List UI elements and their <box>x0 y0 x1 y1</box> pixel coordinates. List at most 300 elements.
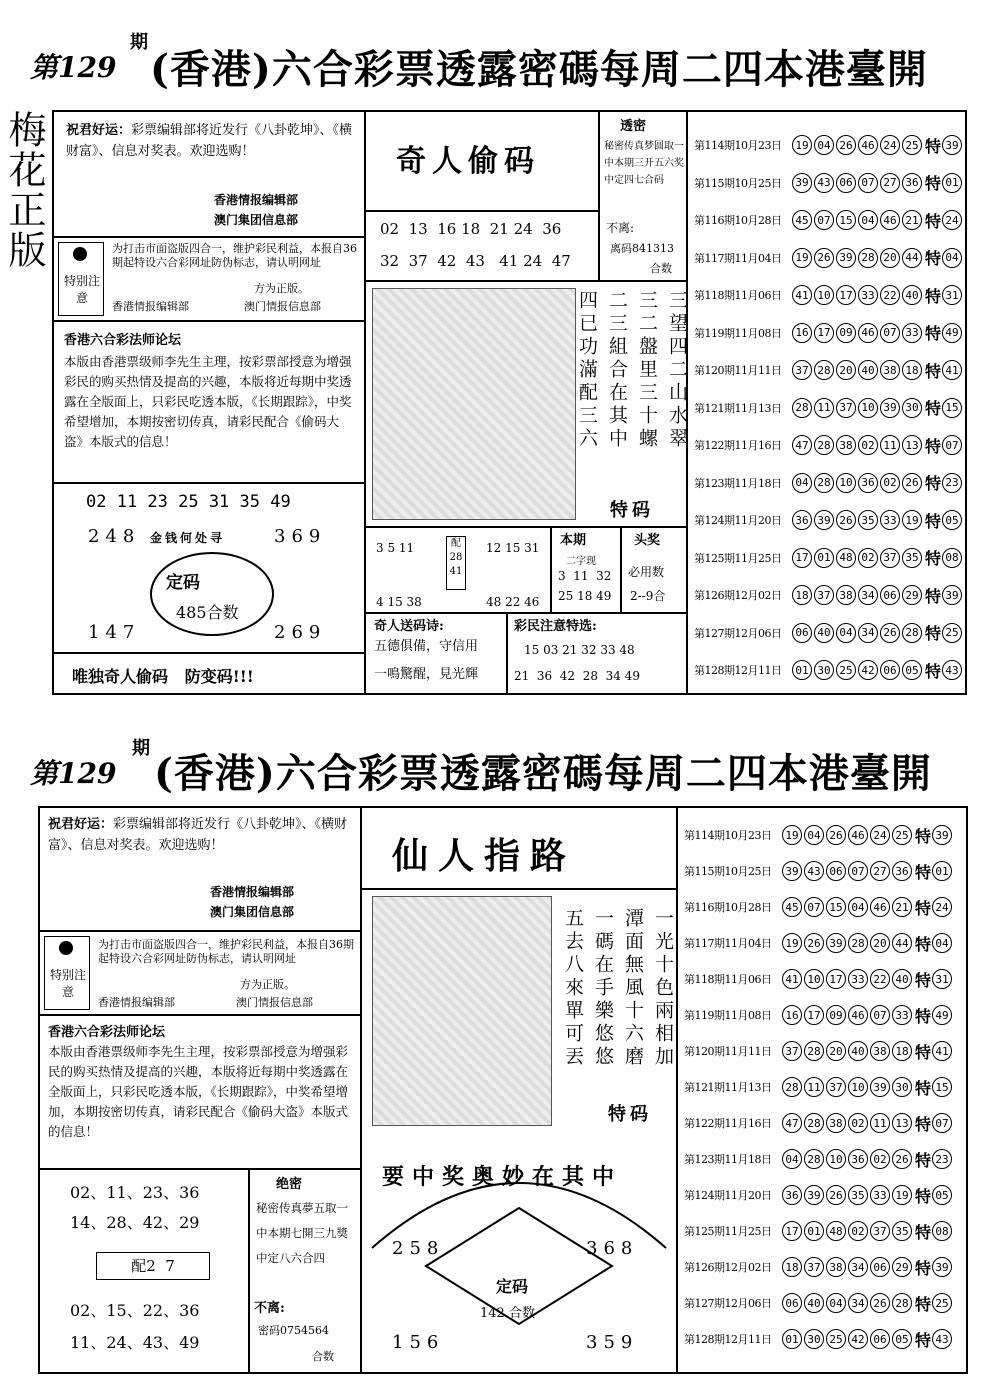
number-ball: 07 <box>804 897 824 917</box>
notice-org-1: 香港情报编辑部 <box>98 996 175 1009</box>
history-date: 第119期11月08日 <box>684 1009 772 1022</box>
special-label: 特 <box>915 1042 932 1062</box>
corner-tr: 368 <box>586 1238 639 1259</box>
divider <box>248 1168 250 1374</box>
history-row <box>694 393 964 423</box>
history-date: 第123期11月18日 <box>684 1153 772 1166</box>
notice-org-2: 澳门情报信息部 <box>244 300 321 313</box>
special-label: 特 <box>925 361 942 381</box>
poem-col-4: 四已功滿配三六 <box>576 290 598 451</box>
number-ball: 36 <box>902 173 922 193</box>
number-ball: 06 <box>782 1293 802 1313</box>
history-row <box>694 205 964 235</box>
history-date: 第114期10月23日 <box>684 829 772 842</box>
number-ball: 42 <box>858 660 878 680</box>
number-ball: 42 <box>848 1329 868 1349</box>
notice-text: 为打击市面盗版四合一，维护彩民利益，本报自36期起特设六合彩网址防伪标志，请认明网址 <box>112 242 357 269</box>
number-ball: 19 <box>902 510 922 530</box>
number-ball: 33 <box>892 1005 912 1025</box>
divider <box>40 1168 360 1170</box>
number-ball: 18 <box>782 1257 802 1277</box>
org-1: 香港情报编辑部 <box>210 885 295 899</box>
buli-label: 不离: <box>606 221 635 235</box>
notice-label-box <box>44 936 90 1010</box>
number-ball: 28 <box>814 473 834 493</box>
buli-code: 离码841313 <box>610 242 674 255</box>
special-number-ball: 43 <box>942 660 962 680</box>
number-ball: 40 <box>892 969 912 989</box>
special-number-ball: 39 <box>942 135 962 155</box>
divider <box>550 526 552 612</box>
number-ball: 33 <box>902 323 922 343</box>
number-ball: 25 <box>836 660 856 680</box>
number-ball: 39 <box>792 173 812 193</box>
number-ball: 34 <box>848 1257 868 1277</box>
history-date: 第122期11月16日 <box>694 439 782 452</box>
number-ball: 26 <box>892 1149 912 1169</box>
number-ball: 02 <box>858 435 878 455</box>
special-number-ball: 39 <box>932 825 952 845</box>
number-ball: 30 <box>892 1077 912 1097</box>
number-ball: 06 <box>870 1329 890 1349</box>
number-ball: 17 <box>826 969 846 989</box>
number-ball: 46 <box>870 897 890 917</box>
number-ball: 02 <box>870 1149 890 1169</box>
dingma-label: 定码 <box>166 573 200 593</box>
number-ball: 40 <box>814 623 834 643</box>
number-ball: 04 <box>826 1293 846 1313</box>
special-label: 特 <box>925 211 942 231</box>
divider <box>362 888 676 890</box>
special-label: 特 <box>925 474 942 493</box>
history-row <box>684 1216 954 1246</box>
number-ball: 17 <box>836 285 856 305</box>
special-number-ball: 49 <box>942 323 962 343</box>
circle-top-text: 金钱何处寻 <box>150 531 226 545</box>
number-ball: 04 <box>814 135 834 155</box>
number-ball: 47 <box>792 435 812 455</box>
number-ball: 34 <box>848 1293 868 1313</box>
greeting-text: 彩票编辑部将近发行《八卦乾坤》、《横财富》、信息对奖表。欢迎选购！ <box>48 817 348 853</box>
number-ball: 37 <box>870 1221 890 1241</box>
number-ball: 39 <box>814 510 834 530</box>
number-ball: 48 <box>836 548 856 568</box>
number-ball: 36 <box>858 473 878 493</box>
special-label: 特 <box>915 898 932 918</box>
history-date: 第128期12月11日 <box>684 1333 772 1346</box>
number-ball: 09 <box>836 323 856 343</box>
history-date: 第114期10月23日 <box>694 139 782 152</box>
number-ball: 10 <box>814 285 834 305</box>
number-ball: 20 <box>826 1041 846 1061</box>
number-ball: 37 <box>814 585 834 605</box>
number-ball: 48 <box>826 1221 846 1241</box>
corner-br: 269 <box>274 622 327 643</box>
number-ball: 36 <box>848 1149 868 1169</box>
corner-br: 359 <box>586 1332 639 1353</box>
qiren-title: 奇人偷码 <box>396 144 540 179</box>
number-ball: 28 <box>782 1077 802 1097</box>
special-label: 特 <box>925 399 942 418</box>
special-label: 特 <box>915 1294 932 1314</box>
number-ball: 17 <box>792 548 812 568</box>
divider <box>366 612 686 614</box>
notice-text: 为打击市面盗版四合一，维护彩民利益，本报自36期起特设六合彩网址防伪标志，请认明网址 <box>98 938 354 965</box>
special-label: 特 <box>925 511 942 531</box>
history-date: 第127期12月06日 <box>684 1297 772 1310</box>
notice-label: 特别注意 <box>49 968 86 999</box>
number-ball: 35 <box>892 1221 912 1241</box>
special-number-ball: 24 <box>932 897 952 917</box>
org-1: 香港情报编辑部 <box>214 193 299 207</box>
history-date: 第120期11月11日 <box>694 364 782 377</box>
number-ball: 22 <box>870 969 890 989</box>
number-ball: 26 <box>814 248 834 268</box>
number-ball: 19 <box>892 1185 912 1205</box>
list-line-1: 02、11、23、36 <box>70 1183 200 1202</box>
special-number-ball: 41 <box>942 360 962 380</box>
history-date: 第124期11月20日 <box>684 1189 772 1202</box>
history-row <box>694 618 964 648</box>
left-nums-a: 3 5 11 <box>376 541 415 555</box>
forum-title: 香港六合彩法师论坛 <box>64 333 182 348</box>
history-date: 第121期11月13日 <box>694 401 782 415</box>
number-ball: 10 <box>804 969 824 989</box>
divider <box>506 612 508 695</box>
number-ball: 40 <box>804 1293 824 1313</box>
history-row <box>684 1288 954 1318</box>
history-date: 第123期11月18日 <box>694 476 782 490</box>
special-label: 特 <box>925 624 942 643</box>
history-date: 第117期11月04日 <box>684 937 772 950</box>
number-ball: 07 <box>848 861 868 881</box>
notice-label: 特别注意 <box>63 274 100 305</box>
buli-heshu: 合数 <box>650 262 672 275</box>
number-ball: 40 <box>902 285 922 305</box>
special-number-ball: 07 <box>942 435 962 455</box>
special-label: 特 <box>925 661 942 681</box>
history-date: 第126期12月02日 <box>684 1261 772 1274</box>
benqi-sub: 二字现 <box>566 556 596 567</box>
juemi-text: 秘密传真夢五取一中本期七開三九獎中定八六合四 <box>256 1201 348 1265</box>
number-ball: 33 <box>870 1185 890 1205</box>
number-ball: 36 <box>892 861 912 881</box>
number-ball: 05 <box>892 1329 912 1349</box>
number-ball: 33 <box>858 285 878 305</box>
top-left-column <box>54 112 366 695</box>
number-ball: 06 <box>870 1257 890 1277</box>
number-ball: 28 <box>792 398 812 418</box>
history-row <box>694 130 964 160</box>
special-number-ball: 04 <box>932 933 952 953</box>
history-row <box>684 1180 954 1210</box>
toujiang-title: 头奖 <box>634 533 661 548</box>
number-ball: 33 <box>848 969 868 989</box>
number-ball: 07 <box>880 323 900 343</box>
number-ball: 37 <box>782 1041 802 1061</box>
tema-label: 特码 <box>610 500 654 521</box>
issue-suffix: 期 <box>132 738 150 759</box>
special-number-ball: 05 <box>942 510 962 530</box>
number-ball: 13 <box>892 1113 912 1133</box>
number-ball: 19 <box>792 248 812 268</box>
number-ball: 04 <box>792 473 812 493</box>
number-ball: 43 <box>814 173 834 193</box>
number-ball: 21 <box>892 897 912 917</box>
special-number-ball: 08 <box>932 1221 952 1241</box>
issue-number: 第129 <box>30 51 117 84</box>
special-number-ball: 24 <box>942 210 962 230</box>
number-ball: 38 <box>836 585 856 605</box>
number-ball: 26 <box>880 623 900 643</box>
history-date: 第116期10月28日 <box>694 214 782 227</box>
number-ball: 15 <box>836 210 856 230</box>
bomb-icon <box>73 247 87 261</box>
number-ball: 05 <box>902 660 922 680</box>
history-row <box>694 355 964 385</box>
number-ball: 11 <box>870 1113 890 1133</box>
history-row <box>694 468 964 498</box>
number-ball: 39 <box>880 398 900 418</box>
special-number-ball: 15 <box>932 1077 952 1097</box>
poem-col-3: 一碼在手樂悠悠 <box>592 908 614 1069</box>
history-row <box>684 1036 954 1066</box>
number-ball: 07 <box>814 210 834 230</box>
special-label: 特 <box>915 1222 932 1242</box>
special-number-ball: 25 <box>942 623 962 643</box>
number-ball: 26 <box>804 933 824 953</box>
greeting-text: 彩票编辑部将近发行《八卦乾坤》、《横财富》、信息对奖表。欢迎选购！ <box>66 123 353 159</box>
number-ball: 01 <box>814 548 834 568</box>
number-ball: 37 <box>804 1257 824 1277</box>
number-ball: 01 <box>782 1329 802 1349</box>
number-ball: 28 <box>804 1113 824 1133</box>
number-ball: 46 <box>880 210 900 230</box>
poem-col-3: 二三組合在其中 <box>606 290 628 451</box>
number-ball: 37 <box>836 398 856 418</box>
toujiang-sub: 必用数 <box>628 565 665 579</box>
number-ball: 25 <box>892 825 912 845</box>
number-ball: 10 <box>836 473 856 493</box>
special-label: 特 <box>915 1330 932 1350</box>
poem-col-1: 一光十色兩相加 <box>652 908 674 1069</box>
special-number-ball: 31 <box>932 969 952 989</box>
benqi-nums-2: 25 18 49 <box>558 589 612 603</box>
number-ball: 44 <box>892 933 912 953</box>
number-ball: 28 <box>902 623 922 643</box>
notice2-line-2: 21 36 42 28 34 49 <box>514 669 640 683</box>
number-ball: 09 <box>826 1005 846 1025</box>
history-date: 第128期12月11日 <box>694 664 782 677</box>
special-number-ball: 23 <box>932 1149 952 1169</box>
divider <box>366 280 686 282</box>
special-number-ball: 41 <box>932 1041 952 1061</box>
greeting-title: 祝君好运： <box>66 123 132 138</box>
special-number-ball: 08 <box>942 548 962 568</box>
history-row <box>684 1072 954 1102</box>
history-table-bottom <box>676 808 968 1374</box>
number-ball: 28 <box>804 1041 824 1061</box>
buli-heshu: 合数 <box>312 1350 334 1363</box>
history-row <box>684 1108 954 1138</box>
bottom-mid-column <box>362 808 676 1374</box>
special-number-ball: 01 <box>932 861 952 881</box>
number-ball: 46 <box>848 825 868 845</box>
history-date: 第125期11月25日 <box>694 551 782 565</box>
special-label: 特 <box>925 549 942 568</box>
special-label: 特 <box>925 324 942 343</box>
number-ball: 26 <box>870 1293 890 1313</box>
history-date: 第119期11月08日 <box>694 326 782 340</box>
number-ball: 19 <box>792 135 812 155</box>
history-table-top <box>686 112 967 695</box>
special-label: 特 <box>915 1258 932 1278</box>
number-ball: 26 <box>902 473 922 493</box>
special-label: 特 <box>925 286 942 306</box>
notice2-line-1: 15 03 21 32 33 48 <box>524 643 635 657</box>
number-ball: 34 <box>858 623 878 643</box>
history-date: 第117期11月04日 <box>694 251 782 265</box>
org-2: 澳门集团信息部 <box>210 905 295 919</box>
corner-tl: 258 <box>392 1238 445 1259</box>
special-label: 特 <box>915 1186 932 1206</box>
number-ball: 27 <box>870 861 890 881</box>
history-row <box>694 168 964 198</box>
toumi-text: 秘密传真梦圆取一中本期三开五六奖中定四七合码 <box>604 141 684 186</box>
number-ball: 11 <box>804 1077 824 1097</box>
number-ball: 26 <box>836 135 856 155</box>
number-ball: 26 <box>826 1185 846 1205</box>
number-ball: 28 <box>892 1293 912 1313</box>
number-ball: 20 <box>870 933 890 953</box>
number-ball: 41 <box>792 285 812 305</box>
special-number-ball: 04 <box>942 248 962 268</box>
tema-label: 特码 <box>608 1104 652 1125</box>
number-ball: 10 <box>858 398 878 418</box>
notice2-title: 彩民注意特选: <box>514 619 597 634</box>
history-row <box>694 243 964 273</box>
number-ball: 46 <box>858 135 878 155</box>
history-date: 第127期12月06日 <box>694 626 782 640</box>
special-number-ball: 43 <box>932 1329 952 1349</box>
special-label: 特 <box>925 586 942 606</box>
special-number-ball: 49 <box>932 1005 952 1025</box>
toujiang-val: 2--9合 <box>630 589 666 603</box>
number-ball: 17 <box>804 1005 824 1025</box>
number-ball: 46 <box>848 1005 868 1025</box>
number-ball: 29 <box>902 585 922 605</box>
history-date: 第116期10月28日 <box>684 901 772 914</box>
dingma-oval <box>150 552 274 636</box>
bottom-left-column <box>40 808 362 1374</box>
page-title: (香港)六合彩票透露密碼每周二四本港臺開 <box>154 750 932 797</box>
dingma-label: 定码 <box>496 1277 529 1296</box>
greeting-title: 祝君好运： <box>48 817 114 832</box>
number-ball: 11 <box>880 435 900 455</box>
number-ball: 37 <box>826 1077 846 1097</box>
poem2-title: 奇人送码诗: <box>374 619 444 634</box>
left-nums-b: 12 15 31 <box>486 541 540 555</box>
special-label: 特 <box>925 136 942 156</box>
history-date: 第118期11月06日 <box>684 973 772 986</box>
number-ball: 22 <box>880 285 900 305</box>
history-date: 第126期12月02日 <box>694 589 782 602</box>
arc-text: 要中奖奥妙在其中 <box>382 1164 623 1190</box>
number-ball: 16 <box>782 1005 802 1025</box>
number-ball: 47 <box>782 1113 802 1133</box>
number-ball: 38 <box>826 1257 846 1277</box>
special-number-ball: 05 <box>932 1185 952 1205</box>
forum-text: 本版由香港票级师李先生主理，按彩票部授意为增强彩民的购买热情及提高的兴趣，本版将近每期中奖透露在全版面上，只彩民吃透本版，《长期跟踪》，中奖希望增加，本期按密切传真，请彩民配合《偷码大盗》本版式的信息！ <box>64 354 352 449</box>
issue-number: 第129 <box>30 757 117 790</box>
forum-title: 香港六合彩法师论坛 <box>48 1025 166 1040</box>
number-ball: 28 <box>858 248 878 268</box>
top-header <box>20 28 970 93</box>
history-row <box>694 580 964 610</box>
list-line-3: 02、15、22、36 <box>70 1301 200 1320</box>
divider <box>366 526 686 528</box>
poem-col-4: 五去八來單可丟 <box>562 908 584 1069</box>
heshu-label: 485合数 <box>176 603 239 622</box>
number-ball: 10 <box>826 1149 846 1169</box>
special-label: 特 <box>925 174 942 193</box>
numbers-line: 02 11 23 25 31 35 49 <box>86 492 291 512</box>
corner-bl: 156 <box>392 1332 445 1353</box>
history-row <box>684 1000 954 1030</box>
number-ball: 06 <box>792 623 812 643</box>
buli-code: 密码0754564 <box>258 1324 329 1337</box>
illustration-figures <box>372 288 576 520</box>
number-ball: 18 <box>892 1041 912 1061</box>
page-title: (香港)六合彩票透露密碼每周二四本港臺開 <box>150 46 928 93</box>
number-ball: 38 <box>870 1041 890 1061</box>
top-panel <box>52 110 967 695</box>
number-ball: 07 <box>858 173 878 193</box>
number-ball: 06 <box>880 660 900 680</box>
special-number-ball: 31 <box>942 285 962 305</box>
number-ball: 17 <box>782 1221 802 1241</box>
history-row <box>684 1144 954 1174</box>
special-label: 特 <box>915 970 932 990</box>
pei-box: 配2 7 <box>96 1252 210 1280</box>
number-ball: 01 <box>804 1221 824 1241</box>
bottom-header <box>20 730 970 797</box>
number-ball: 39 <box>870 1077 890 1097</box>
corner-tl: 248 <box>88 526 141 547</box>
benqi-nums-1: 3 11 32 <box>558 569 612 583</box>
number-ball: 35 <box>902 548 922 568</box>
number-ball: 35 <box>858 510 878 530</box>
number-ball: 43 <box>804 861 824 881</box>
number-ball: 06 <box>836 173 856 193</box>
number-ball: 39 <box>826 933 846 953</box>
special-label: 特 <box>915 862 932 882</box>
list-line-4: 11、24、43、49 <box>70 1333 200 1352</box>
number-ball: 39 <box>782 861 802 881</box>
poem2-line-1: 五德俱備，守信用 <box>374 639 479 654</box>
number-ball: 06 <box>880 585 900 605</box>
special-label: 特 <box>915 1150 932 1170</box>
number-ball: 10 <box>848 1077 868 1097</box>
number-ball: 39 <box>836 248 856 268</box>
number-ball: 04 <box>858 210 878 230</box>
history-date: 第125期11月25日 <box>684 1225 772 1238</box>
number-ball: 20 <box>836 360 856 380</box>
number-ball: 34 <box>858 585 878 605</box>
special-label: 特 <box>915 934 932 954</box>
left-nums-d: 48 22 46 <box>486 595 540 609</box>
special-number-ball: 07 <box>932 1113 952 1133</box>
